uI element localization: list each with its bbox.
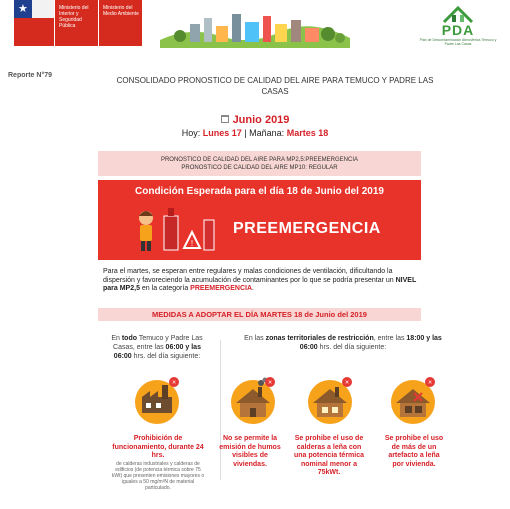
alert-box [98,180,421,260]
measure-2: No se permite la emisión de humos visibles de viviendas. [219,435,281,468]
pda-logo [418,4,498,58]
left-intro-bold2: 06:00 y las 06:00 [113,344,201,360]
alert-illustration [128,202,218,254]
measure-4: Se prohibe el uso de más de un artefacto a leña por vivienda. [384,435,444,468]
calendar-icon [221,115,229,123]
measure-1-detail: de calderas industriales y calderas de edificios (de potencia térmica sobre 75 kWt) que presenten emisiones mayores o iguales a 50 mg/m³N de material particulado. [111,460,205,491]
left-intro-1: En [111,335,122,342]
svg-text:×: × [427,379,433,387]
right-intro [238,334,448,352]
paragraph-text-1: Para el martes, se esperan entre regulares y malas condiciones de ventilación, dificultando la dispersión y favoreciendo la acumulación de contaminantes por lo que se podría presentar un [103,268,396,284]
svg-text:×: × [171,379,177,387]
right-intro-2: , entre las [373,335,407,342]
ministry-environment-label: Ministerio del Medio Ambiente [98,0,142,46]
measure-3: Se prohibe el uso de calderas a leña con una potencia térmica nominal menor a 75kWt. [293,435,365,476]
right-intro-1: En las [244,335,266,342]
pda-mark: PDA [441,22,475,38]
right-intro-bold1: zonas territoriales de restricción [265,335,374,342]
city-skyline-illustration [160,6,350,48]
forecast-paragraph [103,268,421,294]
report-number: Reporte N°79 [8,72,53,79]
today-label: Hoy: [181,128,201,138]
date-heading [0,114,510,126]
measure-1-title: Prohibición de funcionamiento, durante 24 hrs. [112,435,204,459]
svg-text:×: × [267,379,273,387]
forecast-mp25: PRONOSTICO DE CALIDAD DEL AIRE PARA MP2,5:PREEMERGENCIA [160,157,359,163]
paragraph-category: PREEMERGENCIA [190,285,253,292]
factory-icon [132,375,182,425]
right-intro-3: hrs. del día siguiente: [317,344,387,351]
boiler-house-icon [305,375,355,425]
svg-text:!: ! [190,239,194,248]
pda-subtitle: Plan de Descontaminación Atmosférica Temuco y Padre Las Casas [419,38,497,46]
report-title: CONSOLIDADO PRONOSTICO DE CALIDAD DEL AIRE PARA TEMUCO Y PADRE LAS CASAS [116,76,434,96]
left-intro-2: Temuco y Padre Las Casas, entre las [113,335,203,351]
alert-level: PREEMERGENCIA [233,220,381,237]
measures-title: MEDIDAS A ADOPTAR EL DÍA MARTES 18 de Junio del 2019 [98,308,421,321]
pda-house-icon [440,4,476,24]
page-header [0,0,510,60]
day-line [0,128,510,138]
paragraph-text-2: en la categoría [139,285,191,292]
paragraph-end: . [252,285,254,292]
measure-1 [110,435,206,491]
right-intro-bold2: 18:00 y las 06:00 [299,335,442,351]
month-year: Junio 2019 [232,114,290,126]
svg-text:×: × [344,379,350,387]
alert-title: Condición Esperada para el día 18 de Junio del 2019 [135,186,384,197]
forecast-mp10: PRONOSTICO DE CALIDAD DEL AIRE MP10: REGULAR [181,165,338,171]
government-logo [14,0,142,46]
chile-flag-icon: ★ [14,0,54,46]
forecast-box [98,151,421,176]
house-smoke-icon [228,375,278,425]
left-intro-3: hrs. del día siguiente: [131,353,201,360]
today-value: Lunes 17 [202,128,242,138]
tomorrow-value: Martes 18 [286,128,329,138]
paragraph-bold: NIVEL para MP2,5 [103,276,417,292]
left-intro [108,334,206,361]
tomorrow-label: | Mañana: [244,128,285,138]
left-intro-bold1: todo [121,335,138,342]
wood-stove-icon [388,375,438,425]
ministry-interior-label: Ministerio del Interior y Seguridad Pública [54,0,98,46]
